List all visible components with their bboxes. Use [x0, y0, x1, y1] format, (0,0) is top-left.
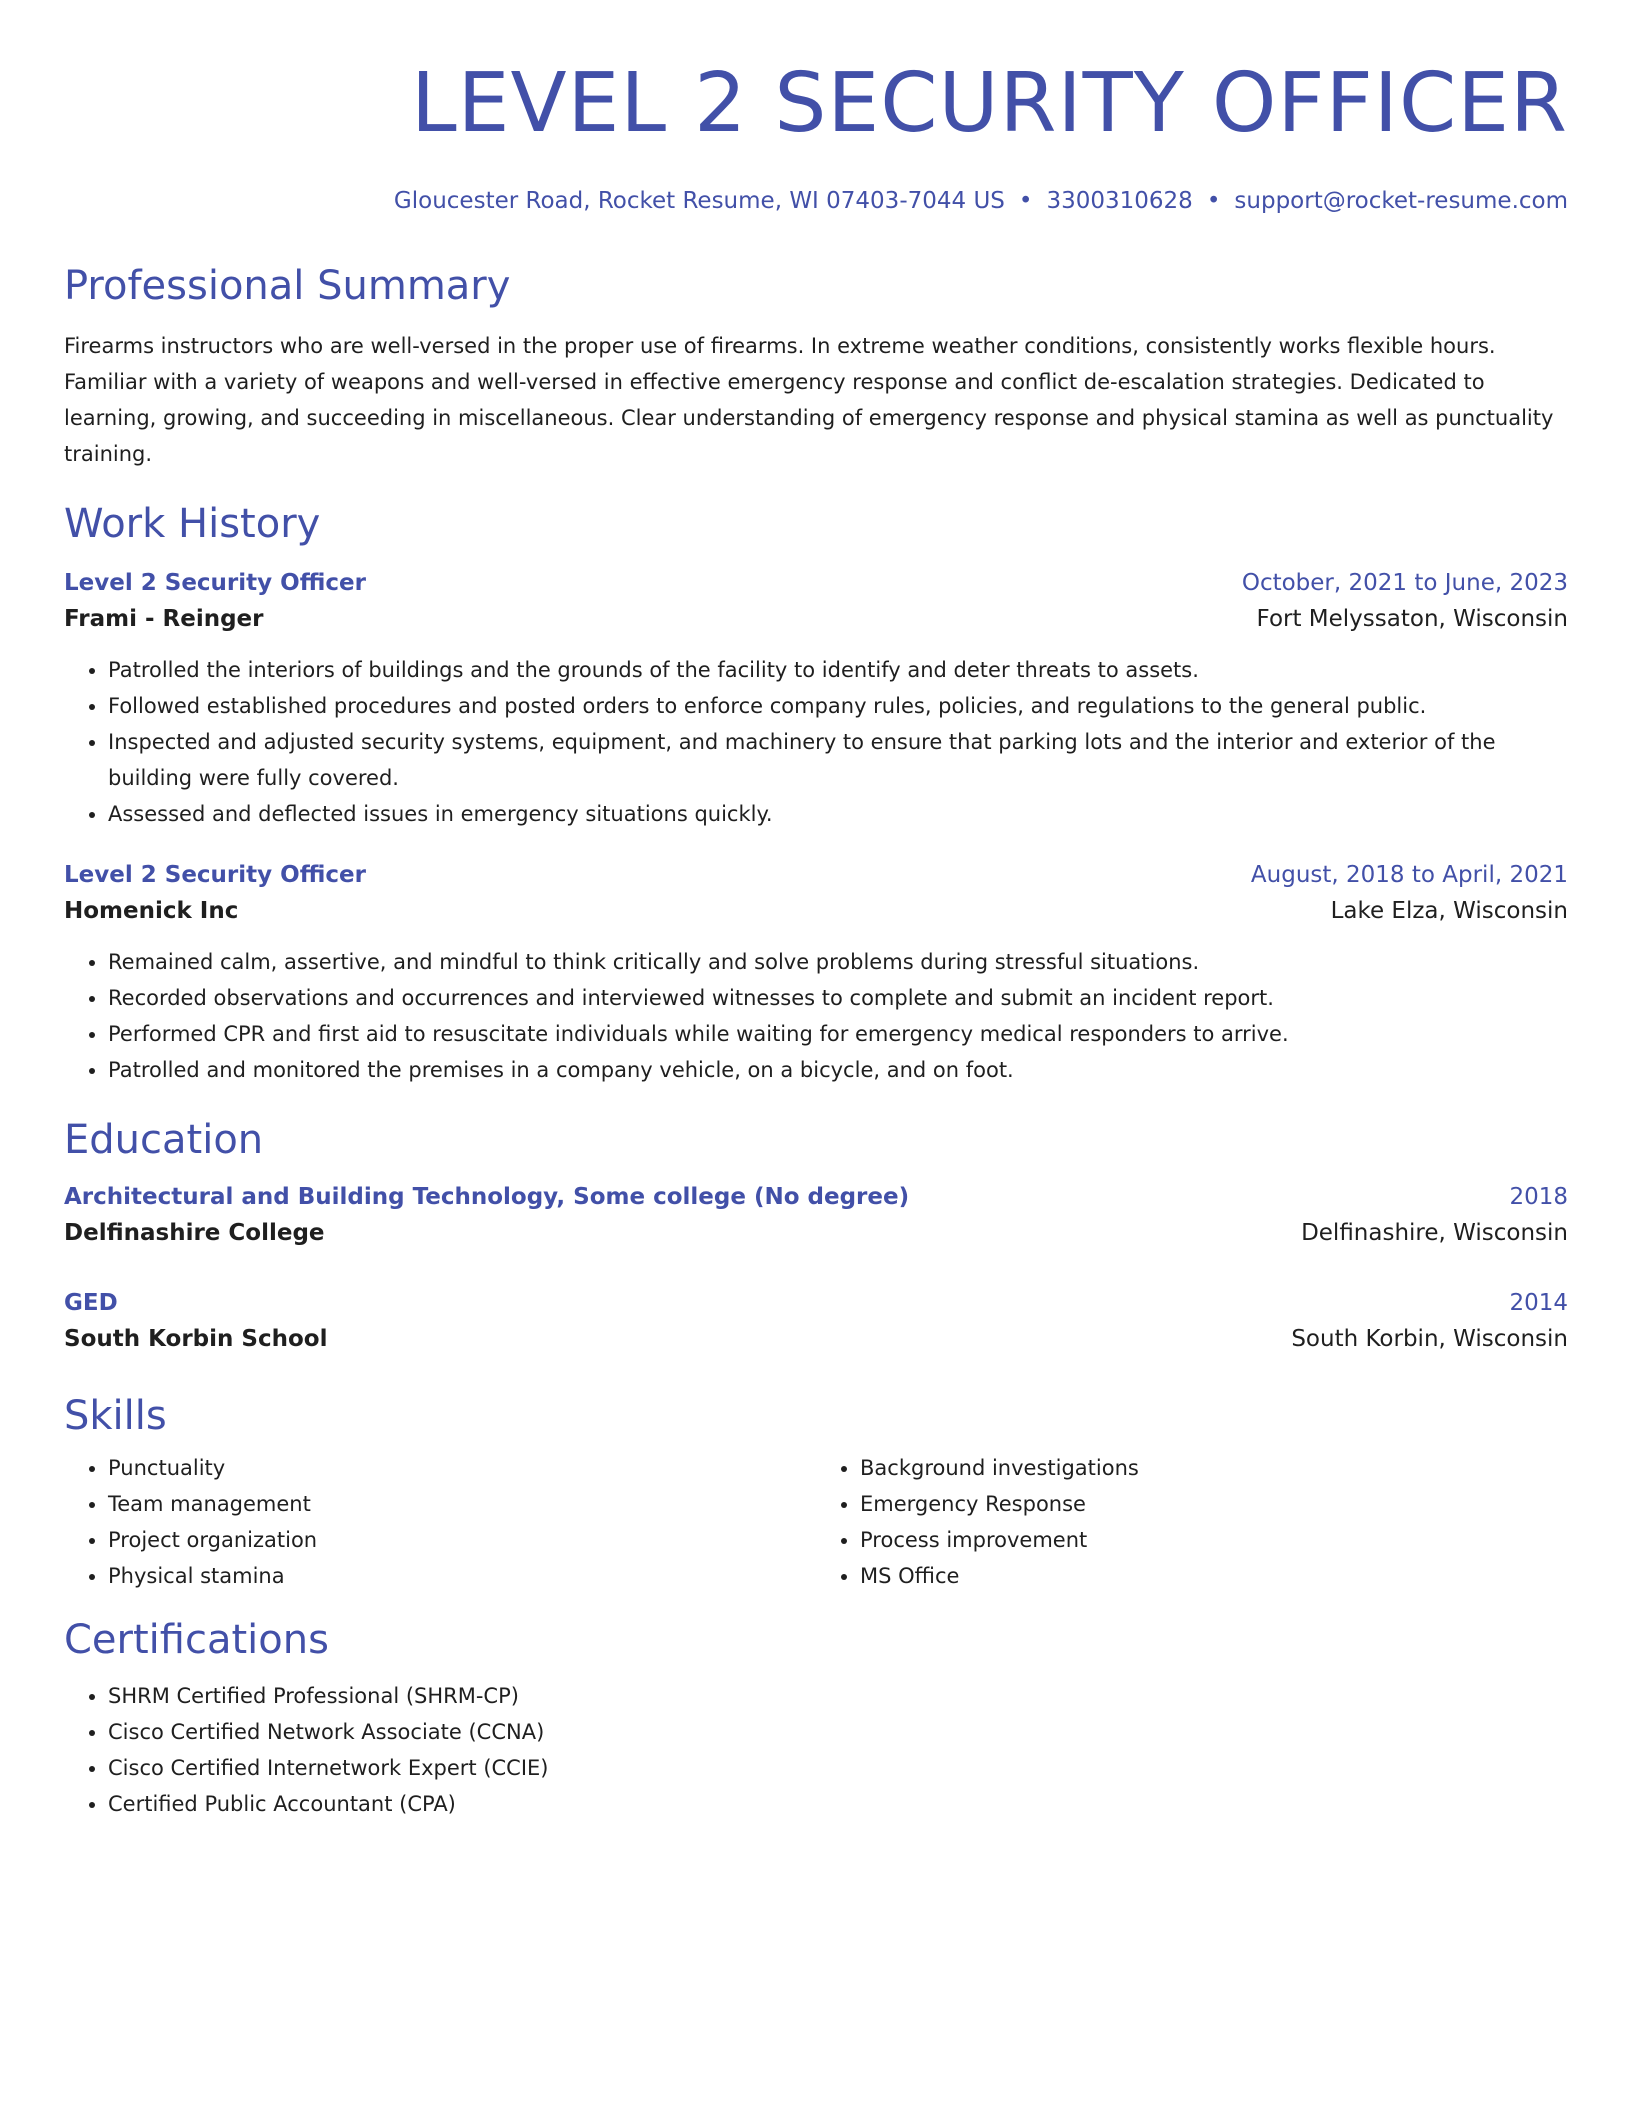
- job-bullet: • Recorded observations and occurrences and interviewed witnesses to complete and submit an incident report.: [108, 980, 1568, 1016]
- job-bullet: • Inspected and adjusted security systems, equipment, and machinery to ensure that parking lots and the interior and exterior of the building were fully covered.: [108, 724, 1568, 796]
- education-school-row: [64, 1320, 1568, 1358]
- job-bullets: [64, 652, 1568, 832]
- job-bullet: • Followed established procedures and posted orders to enforce company rules, policies, and regulations to the general public.: [108, 688, 1568, 724]
- skills-column-right: [816, 1450, 1568, 1594]
- education-school-row: [64, 1214, 1568, 1252]
- job-title: Level 2 Security Officer: [64, 862, 366, 888]
- job-bullet: • Assessed and deflected issues in emergency situations quickly.: [108, 796, 1568, 832]
- education-degree: Architectural and Building Technology, Some college (No degree): [64, 1184, 910, 1210]
- education-degree: GED: [64, 1290, 118, 1316]
- job-bullet: • Performed CPR and first aid to resuscitate individuals while waiting for emergency medical responders to arrive.: [108, 1016, 1568, 1052]
- certification-item: • SHRM Certified Professional (SHRM-CP): [108, 1678, 1568, 1714]
- job-location: Lake Elza, Wisconsin: [1330, 898, 1568, 924]
- certification-item: • Certified Public Accountant (CPA): [108, 1786, 1568, 1822]
- education-school: South Korbin School: [64, 1326, 328, 1352]
- section-title-education: Education: [64, 1117, 264, 1163]
- skill-item: • Physical stamina: [108, 1558, 816, 1594]
- education-school: Delfinashire College: [64, 1220, 325, 1246]
- skill-item: • Process improvement: [860, 1522, 1568, 1558]
- section-title-certifications: Certifications: [64, 1617, 329, 1663]
- job-dates: August, 2018 to April, 2021: [1250, 862, 1568, 888]
- skill-item: • Emergency Response: [860, 1486, 1568, 1522]
- job-entry: [64, 858, 1568, 1088]
- resume-name: LEVEL 2 SECURITY OFFICER: [410, 56, 1568, 151]
- skill-item: • Project organization: [108, 1522, 816, 1558]
- job-header-row: [64, 566, 1568, 600]
- job-header-row: [64, 858, 1568, 892]
- contact-email: support@rocket-resume.com: [1234, 188, 1568, 214]
- contact-separator: •: [1018, 188, 1033, 214]
- job-company: Frami - Reinger: [64, 606, 264, 632]
- job-entry: [64, 566, 1568, 832]
- education-entry: [64, 1286, 1568, 1358]
- resume-header: [64, 0, 1568, 216]
- skills-column-left: [64, 1450, 816, 1594]
- summary-text: Firearms instructors who are well-versed in the proper use of firearms. In extreme weather conditions, consistently works flexible hours. Familiar with a variety of weapons and well-versed in effective emergency response and conflict de-escalation strategies. Dedicated to learning, growing, and succeeding in miscellaneous. Clear understanding of emergency response and physical stamina as well as punctuality training.: [64, 334, 1554, 466]
- education-header-row: [64, 1180, 1568, 1214]
- section-title-skills: Skills: [64, 1393, 167, 1439]
- education-location: South Korbin, Wisconsin: [1291, 1326, 1568, 1352]
- education-location: Delfinashire, Wisconsin: [1301, 1220, 1568, 1246]
- skill-item: • Background investigations: [860, 1450, 1568, 1486]
- job-bullet: • Remained calm, assertive, and mindful to think critically and solve problems during stressful situations.: [108, 944, 1568, 980]
- education-entry: [64, 1180, 1568, 1252]
- job-bullet: • Patrolled the interiors of buildings and the grounds of the facility to identify and deter threats to assets.: [108, 652, 1568, 688]
- certification-item: • Cisco Certified Network Associate (CCNA): [108, 1714, 1568, 1750]
- job-title: Level 2 Security Officer: [64, 570, 366, 596]
- certifications-list: [64, 1678, 1568, 1822]
- job-company: Homenick Inc: [64, 898, 239, 924]
- certification-item: • Cisco Certified Internetwork Expert (CCIE): [108, 1750, 1568, 1786]
- contact-separator: •: [1206, 188, 1221, 214]
- job-bullet: • Patrolled and monitored the premises in a company vehicle, on a bicycle, and on foot.: [108, 1052, 1568, 1088]
- contact-line: [64, 186, 1568, 216]
- job-company-row: [64, 600, 1568, 638]
- job-company-row: [64, 892, 1568, 930]
- section-title-work-history: Work History: [64, 501, 321, 547]
- contact-phone: 3300310628: [1046, 188, 1193, 214]
- job-bullets: [64, 944, 1568, 1088]
- education-year: 2018: [1509, 1184, 1568, 1210]
- job-dates: October, 2021 to June, 2023: [1241, 570, 1568, 596]
- skill-item: • MS Office: [860, 1558, 1568, 1594]
- education-year: 2014: [1509, 1290, 1568, 1316]
- section-title-summary: Professional Summary: [64, 263, 511, 309]
- skill-item: • Punctuality: [108, 1450, 816, 1486]
- skills-grid: [64, 1450, 1568, 1594]
- contact-address: Gloucester Road, Rocket Resume, WI 07403-7044 US: [393, 188, 1005, 214]
- skill-item: • Team management: [108, 1486, 816, 1522]
- education-header-row: [64, 1286, 1568, 1320]
- job-location: Fort Melyssaton, Wisconsin: [1256, 606, 1568, 632]
